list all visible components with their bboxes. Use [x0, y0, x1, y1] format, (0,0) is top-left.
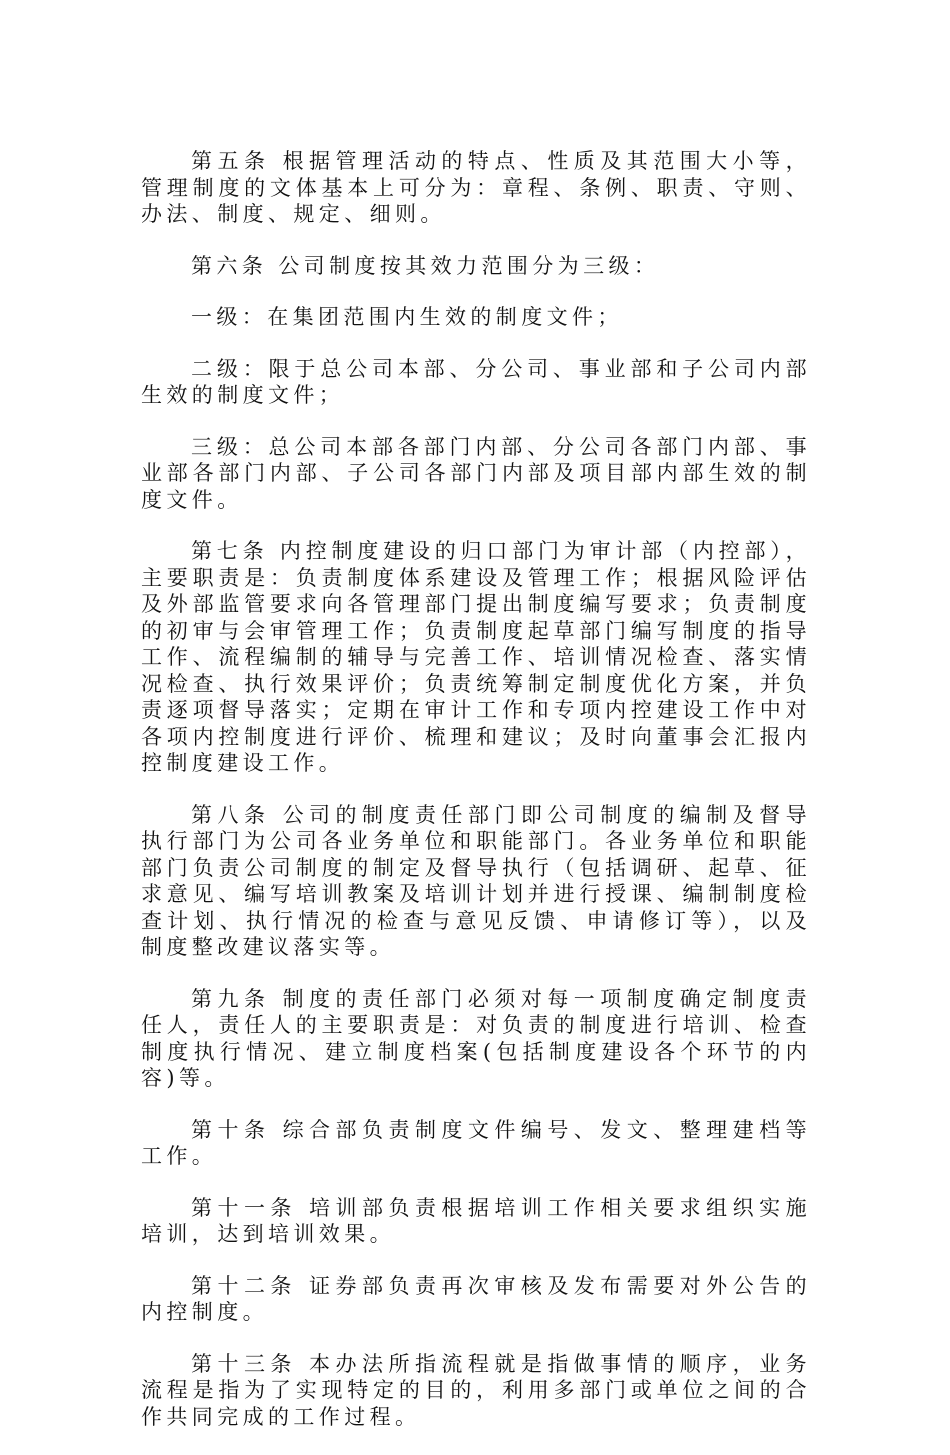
level-1-paragraph: 一级：在集团范围内生效的制度文件；	[191, 305, 623, 329]
article-10-paragraph: 第十条 综合部负责制度文件编号、发文、整理建档等工作。	[141, 1117, 811, 1168]
level-3-paragraph: 三级：总公司本部各部门内部、分公司各部门内部、事业部各部门内部、子公司各部门内部及项目部内部生效的制度文件。	[141, 434, 811, 512]
document-body	[141, 148, 811, 1455]
article-8-paragraph: 第八条 公司的制度责任部门即公司制度的编制及督导执行部门为公司各业务单位和职能部门。各业务单位和职能部门负责公司制度的制定及督导执行（包括调研、起草、征求意见、编写培训教案及培训计划并进行授课、编制制度检查计划、执行情况的检查与意见反馈、申请修订等），以及制度整改建议落实等。	[141, 802, 811, 959]
article-13-paragraph: 第十三条 本办法所指流程就是指做事情的顺序，业务流程是指为了实现特定的目的，利用多部门或单位之间的合作共同完成的工作过程。	[141, 1351, 811, 1429]
article-5-paragraph: 第五条 根据管理活动的特点、性质及其范围大小等，管理制度的文体基本上可分为：章程、条例、职责、守则、办法、制度、规定、细则。	[141, 149, 811, 226]
article-12-paragraph: 第十二条 证券部负责再次审核及发布需要对外公告的内控制度。	[141, 1273, 811, 1324]
level-2-paragraph: 二级：限于总公司本部、分公司、事业部和子公司内部生效的制度文件；	[141, 356, 811, 407]
article-7-paragraph: 第七条 内控制度建设的归口部门为审计部（内控部），主要职责是：负责制度体系建设及管理工作；根据风险评估及外部监管要求向各管理部门提出制度编写要求；负责制度的初审与会审管理工作；负责制度起草部门编写制度的指导工作、流程编制的辅导与完善工作、培训情况检查、落实情况检查、执行效果评价；负责统筹制定制度优化方案，并负责逐项督导落实；定期在审计工作和专项内控建设工作中对各项内控制度进行评价、梳理和建议；及时向董事会汇报内控制度建设工作。	[141, 539, 811, 775]
article-6-paragraph: 第六条 公司制度按其效力范围分为三级：	[191, 253, 660, 278]
article-9-paragraph: 第九条 制度的责任部门必须对每一项制度确定制度责任人，责任人的主要职责是：对负责的制度进行培训、检查制度执行情况、建立制度档案(包括制度建设各个环节的内容)等。	[141, 986, 811, 1090]
article-11-paragraph: 第十一条 培训部负责根据培训工作相关要求组织实施培训，达到培训效果。	[141, 1195, 811, 1246]
